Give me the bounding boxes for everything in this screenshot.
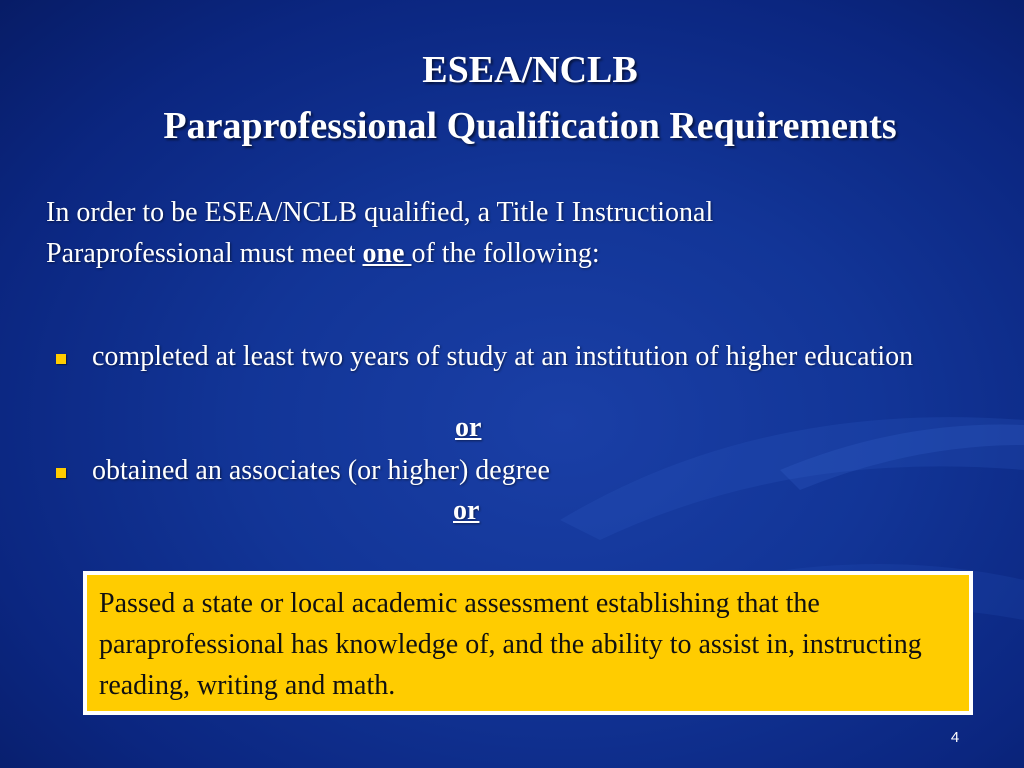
intro-emphasis-one: one (362, 238, 412, 269)
or-separator: or (453, 495, 480, 526)
list-item-text: completed at least two years of study at an institution of higher education (92, 341, 914, 372)
page-number: 4 (950, 729, 960, 746)
slide-title-line-1: ESEA/NCLB (422, 49, 638, 91)
intro-line-2-start: Paraprofessional must meet (46, 238, 363, 269)
bullet-square-icon (56, 468, 66, 478)
callout-text: Passed a state or local academic assessment establishing that the paraprofessional has knowledge of, and the ability to assist in, instructing reading, writing and math. (99, 588, 922, 701)
slide-title (40, 42, 1020, 154)
slide-title-line-2: Paraprofessional Qualification Requirements (163, 105, 897, 147)
list-item-text: obtained an associates (or higher) degree (92, 455, 550, 486)
bullet-square-icon (56, 354, 66, 364)
intro-line-2-end: of the following: (411, 238, 600, 269)
intro-line-1: In order to be ESEA/NCLB qualified, a Title I Instructional (46, 197, 714, 228)
intro-paragraph (46, 192, 986, 274)
intro-line-2 (46, 233, 986, 274)
or-separator: or (455, 412, 482, 443)
assessment-callout-box (83, 571, 973, 715)
